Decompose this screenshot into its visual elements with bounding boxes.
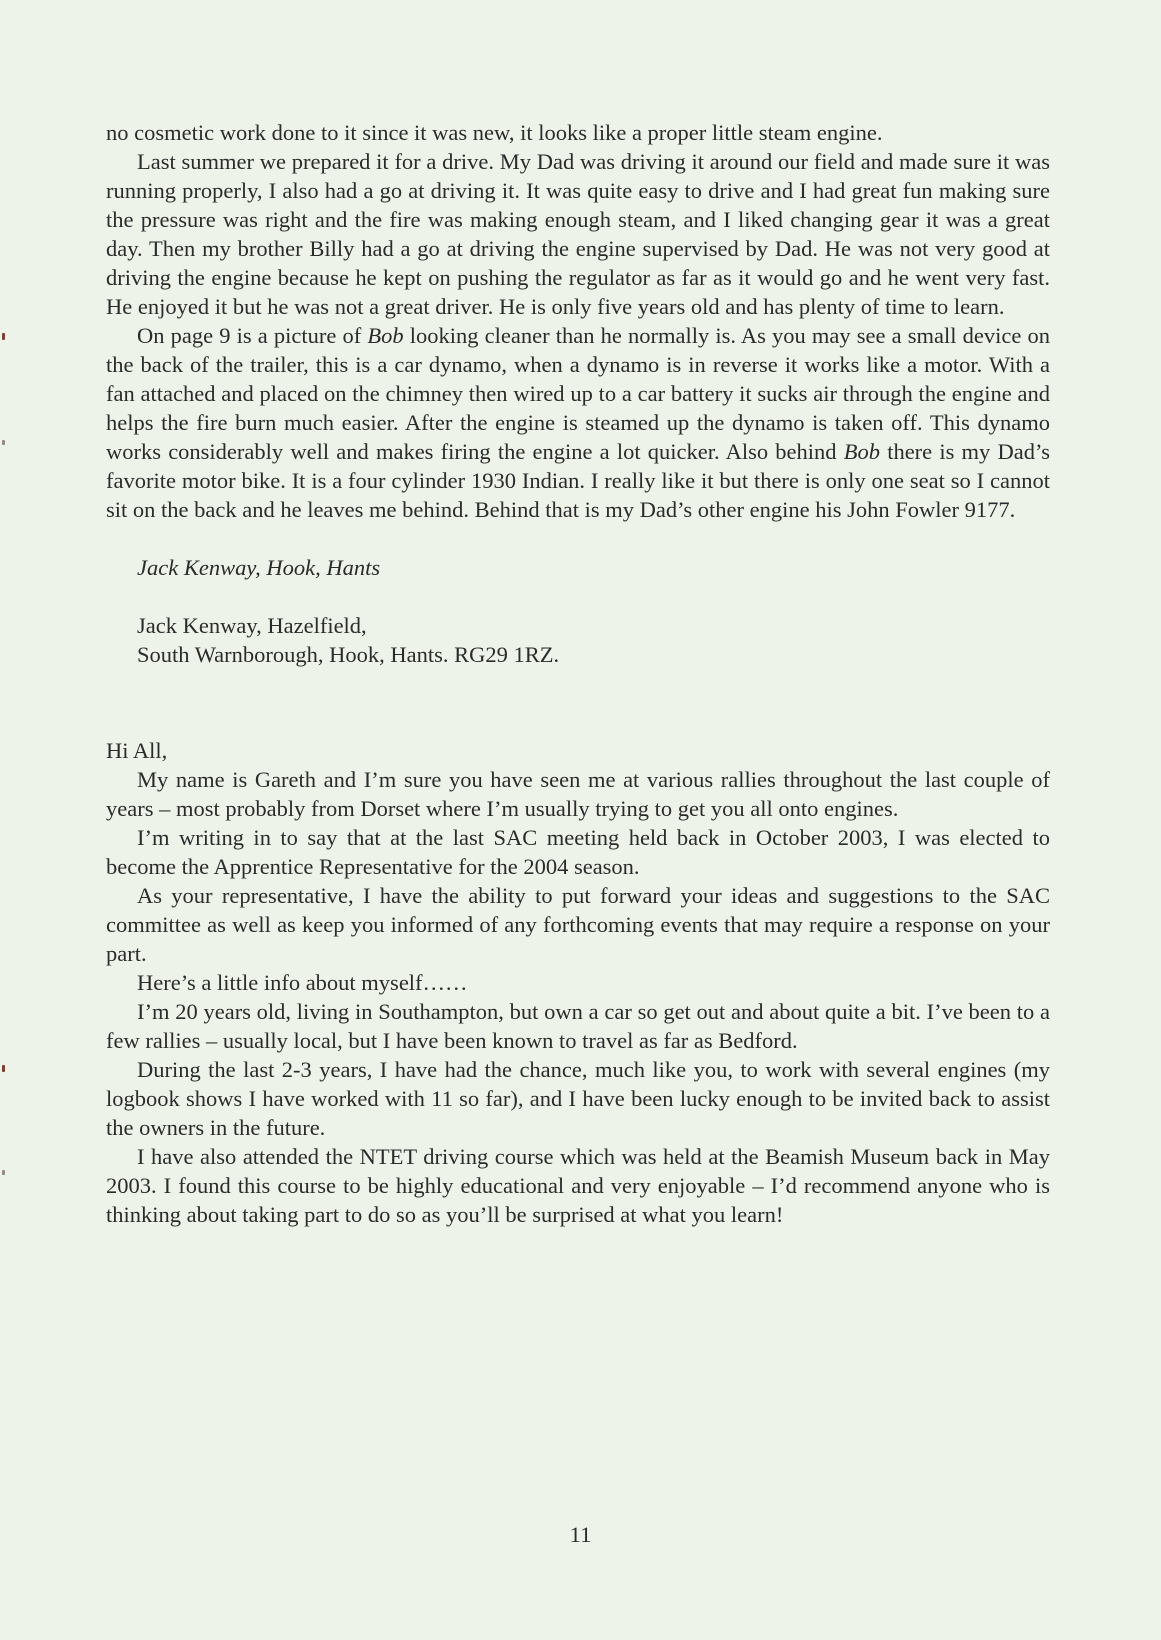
page-number: 11 [569, 1522, 592, 1547]
text-run: On page 9 is a picture of [137, 323, 368, 348]
letter-gareth [106, 736, 1050, 1229]
paragraph: As your representative, I have the ability to put forward your ideas and suggestions to the SAC committee as well as keep you informed of any forthcoming events that may require a response on your part. [106, 883, 1050, 966]
paragraph: Here’s a little info about myself…… [137, 970, 468, 995]
letter-jack-kenway [106, 118, 1050, 669]
paragraph: I have also attended the NTET driving course which was held at the Beamish Museum back in May 2003. I found this course to be highly educational and very enjoyable – I’d recommend anyone who is thinking about taking part to do so as you’ll be surprised at what you learn! [106, 1144, 1050, 1227]
margin-mark [2, 1065, 5, 1072]
margin-mark [2, 440, 5, 445]
margin-mark [2, 333, 5, 340]
page-body [106, 118, 1050, 1229]
address-line: Jack Kenway, Hazelfield, [137, 613, 367, 638]
text-run: there is my Dad’s favorite motor bike. It is a four cylinder 1930 Indian. I really like it but there is only one seat so I cannot sit on the back and he leaves me behind. Behind that is my Dad’s other engine his John Fowler 9177. [106, 439, 1050, 522]
engine-name: Bob [843, 439, 880, 464]
signoff: Jack Kenway, Hook, Hants [137, 555, 381, 580]
paragraph: My name is Gareth and I’m sure you have seen me at various rallies throughout the last couple of years – most probably from Dorset where I’m usually trying to get you all onto engines. [106, 767, 1050, 821]
margin-mark [2, 1170, 5, 1175]
paragraph: Last summer we prepared it for a drive. My Dad was driving it around our field and made sure it was running properly, I also had a go at driving it. It was quite easy to drive and I had great fun making sure the pressure was right and the fire was making enough steam, and I liked changing gear it was a great day. Then my brother Billy had a go at driving the engine supervised by Dad. He was not very good at driving the engine because he kept on pushing the regulator as far as it would go and he went very fast. He enjoyed it but he was not a great driver. He is only five years old and has plenty of time to learn. [106, 149, 1050, 319]
text-run: looking cleaner than he normally is. As you may see a small device on the back of the trailer, this is a car dynamo, when a dynamo is in reverse it works like a motor. With a fan attached and placed on the chimney then wired up to a car battery it sucks air through the engine and helps the fire burn much easier. After the engine is steamed up the dynamo is taken off. This dynamo works considerably well and makes firing the engine a lot quicker. Also behind [106, 323, 1050, 464]
paragraph: I’m 20 years old, living in Southampton, but own a car so get out and about quite a bit. I’ve been to a few rallies – usually local, but I have been known to travel as far as Bedford. [106, 999, 1050, 1053]
paragraph: I’m writing in to say that at the last SAC meeting held back in October 2003, I was elected to become the Apprentice Representative for the 2004 season. [106, 825, 1050, 879]
engine-name: Bob [367, 323, 404, 348]
address-line: South Warnborough, Hook, Hants. RG29 1RZ. [137, 642, 560, 667]
paragraph [106, 321, 1050, 524]
greeting: Hi All, [106, 738, 168, 763]
paragraph: During the last 2-3 years, I have had the chance, much like you, to work with several engines (my logbook shows I have worked with 11 so far), and I have been lucky enough to be invited back to assist the owners in the future. [106, 1057, 1050, 1140]
paragraph: no cosmetic work done to it since it was new, it looks like a proper little steam engine. [106, 120, 883, 145]
address [137, 611, 1050, 669]
